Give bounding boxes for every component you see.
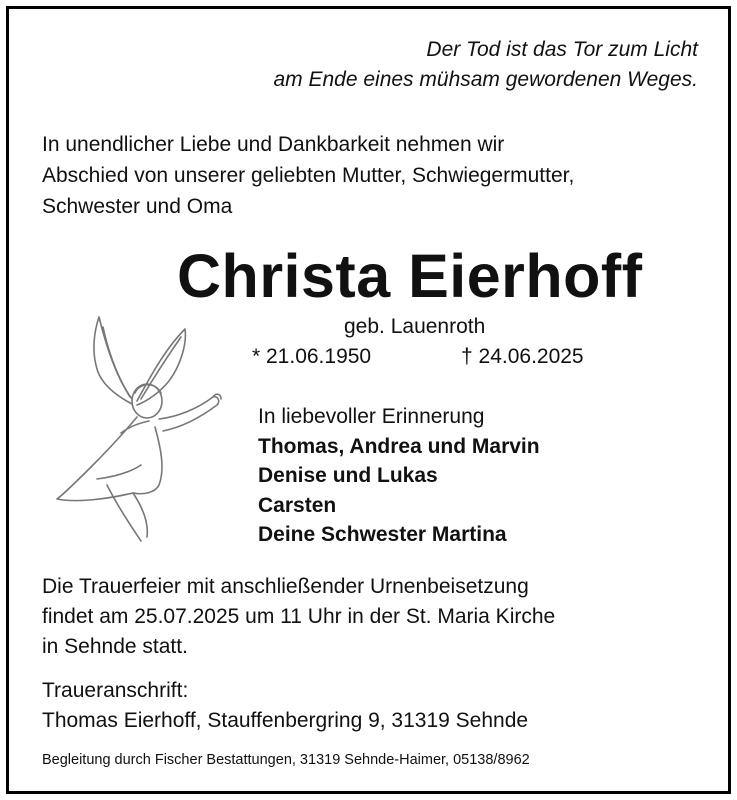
ceremony-line-1: Die Trauerfeier mit anschließender Urnenbeisetzung xyxy=(42,575,529,598)
obituary-notice xyxy=(6,6,731,794)
intro-text xyxy=(42,129,574,222)
address-value: Thomas Eierhoff, Stauffenbergring 9, 31319 Sehnde xyxy=(42,709,529,732)
motto-line-1: Der Tod ist das Tor zum Licht xyxy=(426,38,698,61)
intro-line-2: Abschied von unserer geliebten Mutter, Schwiegermutter, xyxy=(42,164,575,187)
mourner-name: Carsten xyxy=(258,493,337,517)
ceremony-line-2: findet am 25.07.2025 um 11 Uhr in der St. Maria Kirche xyxy=(42,605,556,628)
death-date: † 24.06.2025 xyxy=(461,345,584,368)
intro-line-3: Schwester und Oma xyxy=(42,195,233,218)
motto-quote xyxy=(273,35,698,95)
ceremony-info xyxy=(42,572,555,662)
birth-date: * 21.06.1950 xyxy=(252,345,372,368)
mourner-name: Denise und Lukas xyxy=(258,464,438,487)
maiden-name: geb. Lauenroth xyxy=(344,315,486,338)
mourners-heading: In liebevoller Erinnerung xyxy=(258,405,485,428)
mourner-name: Thomas, Andrea und Marvin xyxy=(258,434,540,458)
address-label: Traueranschrift: xyxy=(42,679,189,702)
mourner-name: Deine Schwester Martina xyxy=(258,523,507,546)
funeral-home-footer: Begleitung durch Fischer Bestattungen, 31319 Sehnde-Haimer, 05138/8962 xyxy=(42,752,530,768)
angel-icon xyxy=(37,309,227,549)
ceremony-line-3: in Sehnde statt. xyxy=(42,635,188,658)
deceased-name: Christa Eierhoff xyxy=(177,242,643,310)
mourners-list xyxy=(258,402,540,550)
mourning-address xyxy=(42,676,528,736)
motto-line-2: am Ende eines mühsam gewordenen Weges. xyxy=(273,68,698,91)
intro-line-1: In unendlicher Liebe und Dankbarkeit nehmen wir xyxy=(42,133,505,156)
